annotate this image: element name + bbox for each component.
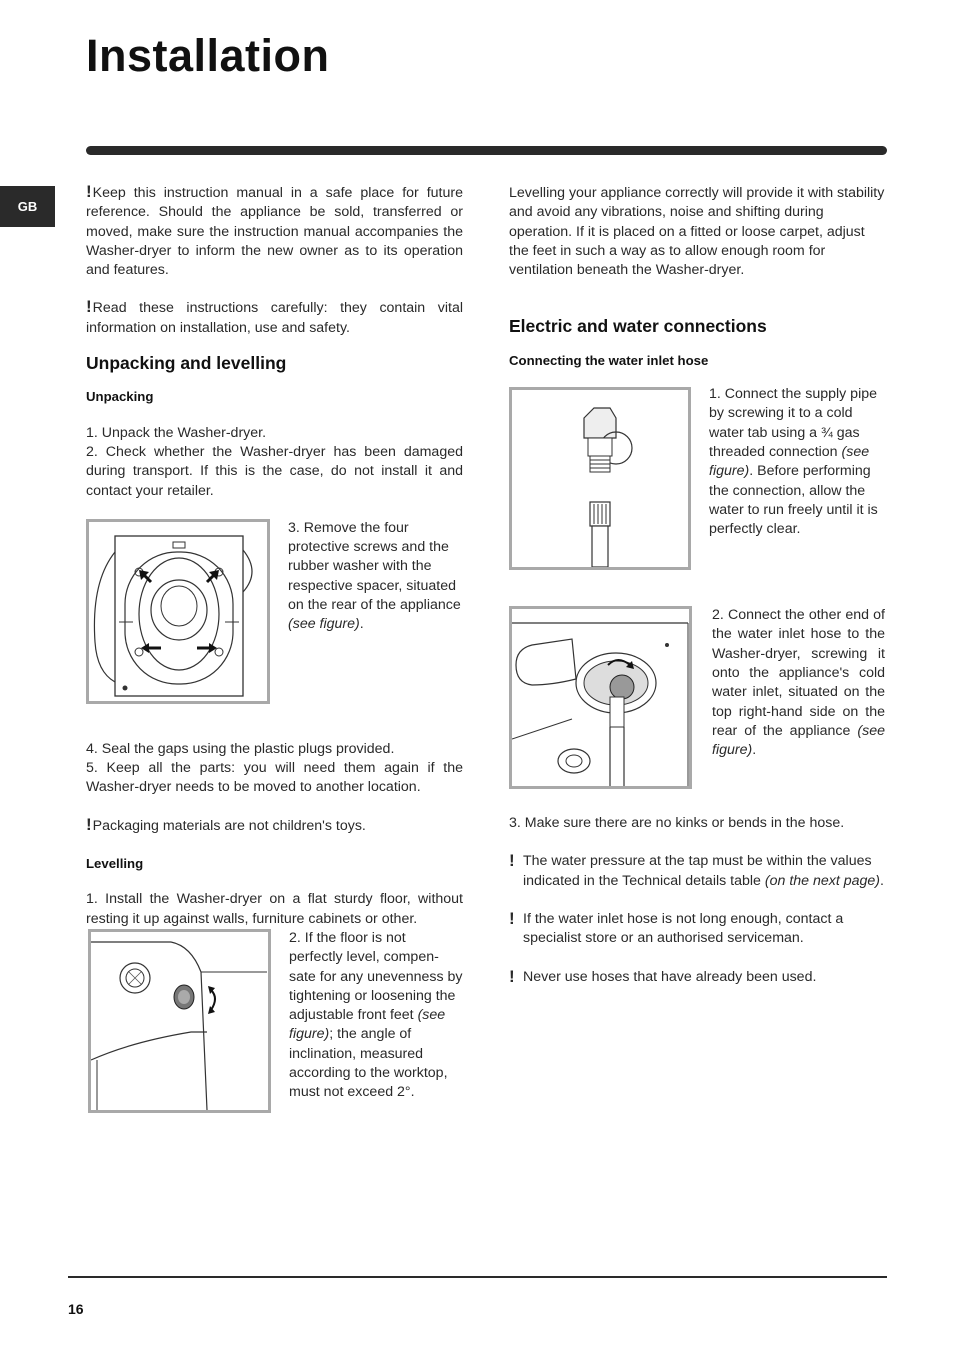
section-heading-unpacking-levelling: Unpacking and levelling bbox=[86, 353, 287, 374]
subheading-water-inlet-hose: Connecting the water inlet hose bbox=[509, 352, 709, 368]
section-heading-connections: Electric and water connections bbox=[509, 316, 767, 337]
step-check-damage: 2. Check whether the Washer-dryer has been damaged during transport. If this is the case, do not install it and contact your retailer. bbox=[86, 443, 463, 499]
step-check-kinks: 3. Make sure there are no kinks or bends in the hose. bbox=[509, 815, 845, 832]
washer-inlet-illustration bbox=[512, 609, 689, 786]
warning-icon: ! bbox=[509, 851, 515, 871]
levelling-intro: Levelling your appliance correctly will provide it with stability and avoid any vibrations, noise and shifting during operation. If it is placed on a fitted or loose carpet, adjust the feet in such a way as to allow enough room for ventilation beneath the Washer-dryer. bbox=[509, 185, 885, 279]
tap-and-hose-illustration bbox=[512, 390, 688, 567]
step-keep-parts: 5. Keep all the parts: you will need them again if the Washer-dryer needs to be moved to another location. bbox=[86, 760, 463, 796]
note-packaging: !Packaging materials are not children's toys. bbox=[86, 814, 366, 834]
language-tab: GB bbox=[0, 186, 55, 227]
note-keep-manual: !Keep this instruction manual in a safe place for future reference. Should the appliance be sold, transferred or moved, make sure the instruction manual accompanies the Washer-dryer to inform the new owner as to its operation and features. bbox=[86, 182, 463, 279]
note-water-pressure: ! The water pressure at the tap must be within the values indicated in the Technical details table (on the next page). bbox=[509, 852, 887, 891]
warning-icon: ! bbox=[86, 182, 92, 201]
washer-rear-illustration bbox=[89, 522, 267, 701]
levelling-block bbox=[86, 929, 463, 1113]
rear-screws-figure bbox=[86, 519, 270, 704]
connection1-block bbox=[509, 385, 887, 570]
inlet-connection-figure bbox=[509, 606, 692, 789]
subheading-unpacking: Unpacking bbox=[86, 389, 154, 405]
warning-icon: ! bbox=[509, 966, 515, 986]
right-column bbox=[509, 184, 887, 987]
step-unpack: 1. Unpack the Washer-dryer. bbox=[86, 424, 267, 441]
adjustable-feet-figure bbox=[88, 929, 271, 1113]
step-install-floor: 1. Install the Washer-dryer on a flat sturdy floor, without resting it up against walls, furniture cabinets or other. bbox=[86, 891, 463, 927]
step-seal-gaps: 4. Seal the gaps using the plastic plugs provided. bbox=[86, 740, 395, 757]
step-remove-screws: 3. Remove the four protective screws and the rubber washer with the respective spacer, situated on the rear of the appliance (see figure). bbox=[288, 519, 461, 633]
tap-connection-figure bbox=[509, 387, 691, 570]
warning-icon: ! bbox=[86, 814, 92, 834]
title-rule bbox=[86, 146, 887, 155]
left-column bbox=[86, 184, 463, 1113]
footer-rule bbox=[68, 1276, 887, 1278]
subheading-levelling: Levelling bbox=[86, 856, 144, 872]
washer-front-feet-illustration bbox=[91, 932, 268, 1110]
connection2-block bbox=[509, 606, 887, 789]
step3-block bbox=[86, 519, 463, 704]
page-number: 16 bbox=[68, 1301, 84, 1317]
note-read-instructions: !Read these instructions carefully: they contain vital information on installation, use and safety. bbox=[86, 297, 463, 336]
note-hose-length: ! If the water inlet hose is not long enough, contact a specialist store or an authorised serviceman. bbox=[509, 910, 887, 949]
step-connect-inlet: 2. Connect the other end of the water inlet hose to the Washer-dryer, screwing it onto the appliance's cold water inlet, situated on the top right-hand side on the rear of the appliance (see figure). bbox=[712, 607, 885, 759]
step-connect-supply: 1. Connect the supply pipe by screwing it to a cold water tab using a ¾ gas threaded connection (see figure). Before performing the connection, allow the water to run freely until it is perfectly clear. bbox=[709, 386, 878, 538]
warning-icon: ! bbox=[509, 908, 515, 928]
page-title: Installation bbox=[86, 30, 330, 81]
note-used-hoses: ! Never use hoses that have already been used. bbox=[509, 966, 817, 986]
step-adjust-feet: 2. If the floor is not perfectly level, compen-sate for any unevenness by tightening or loosening the adjustable front feet (see figure); the angle of inclination, measured according to the worktop, must not exceed 2°. bbox=[289, 929, 463, 1101]
warning-icon: ! bbox=[86, 297, 92, 317]
